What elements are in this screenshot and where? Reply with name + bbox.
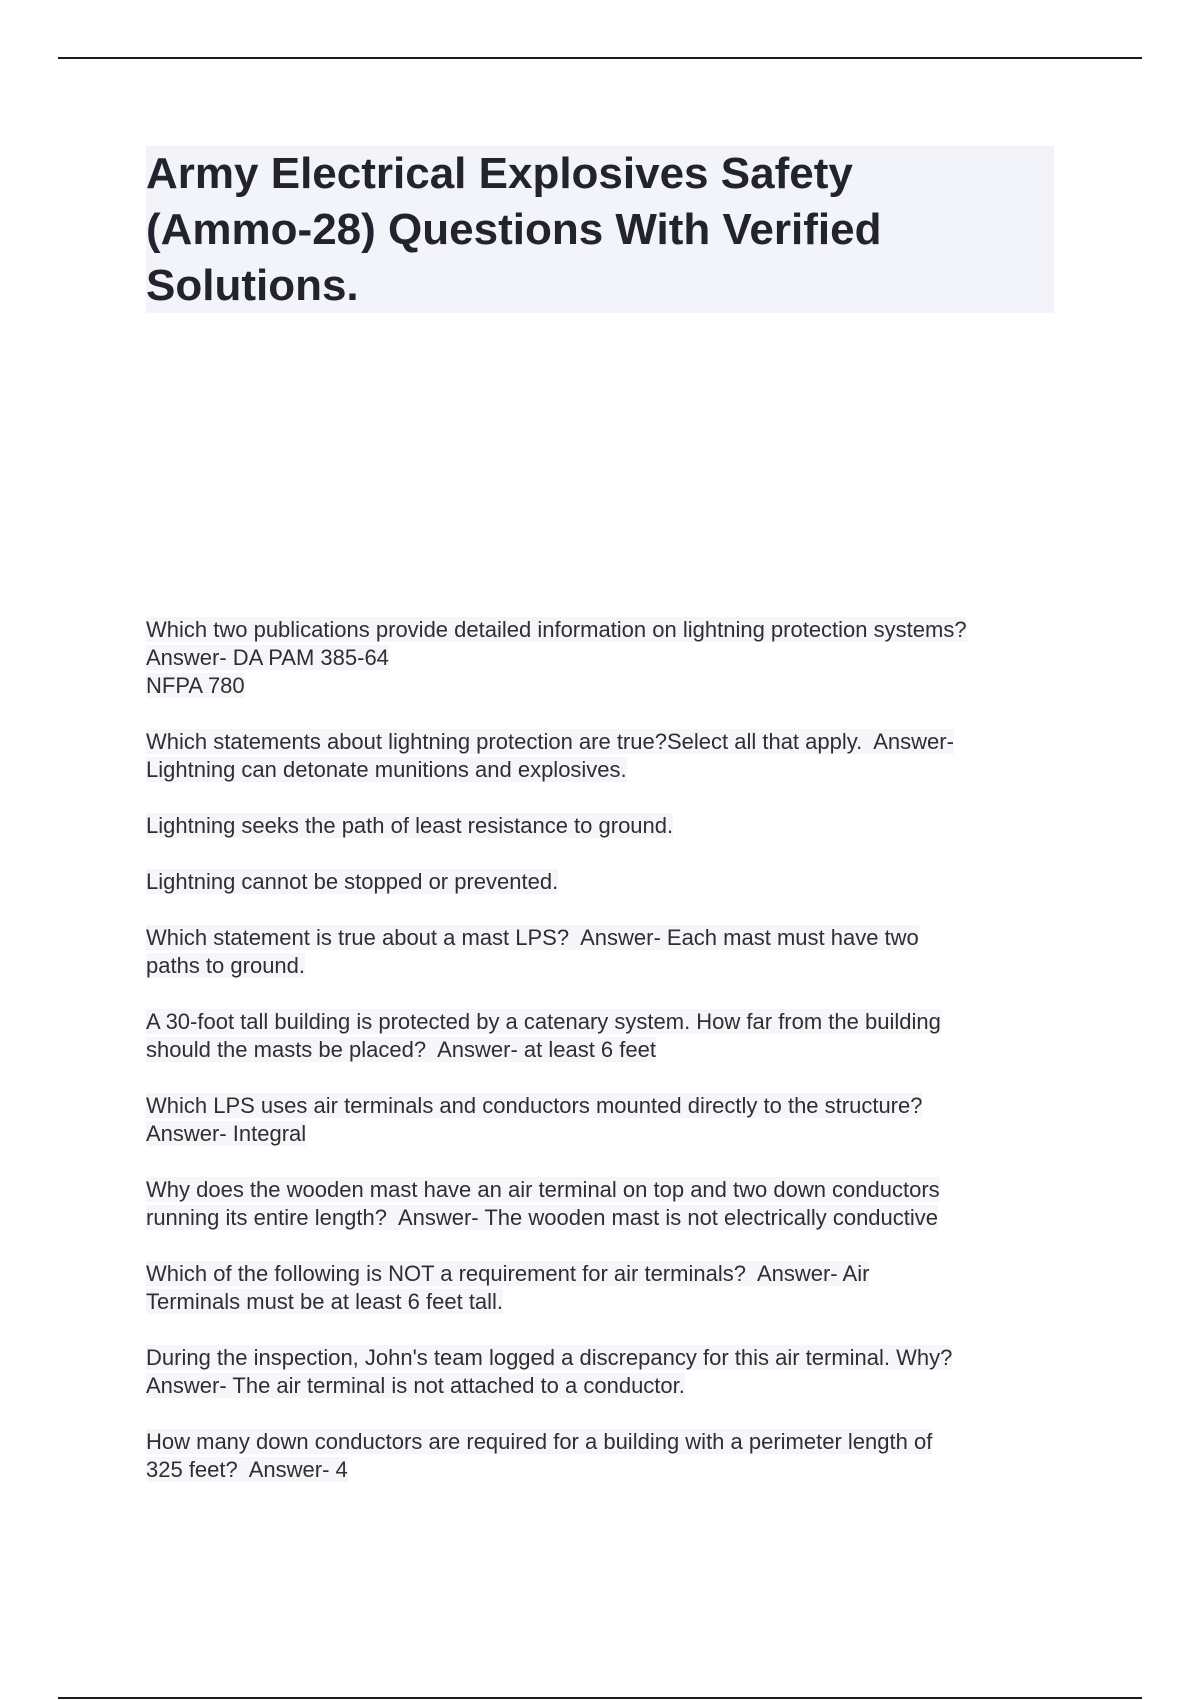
qa-line xyxy=(146,1008,1066,1036)
qa-line-text: Answer- Integral xyxy=(146,1121,307,1146)
qa-item xyxy=(146,1260,1066,1316)
title-line: Solutions. xyxy=(146,261,359,310)
title-line: Army Electrical Explosives Safety xyxy=(146,149,853,198)
title-block xyxy=(146,146,1054,313)
qa-line-text: Answer- The air terminal is not attached to a conductor. xyxy=(146,1373,685,1398)
qa-line xyxy=(146,924,1066,952)
qa-line-text: Answer- DA PAM 385-64 xyxy=(146,645,389,670)
qa-line-text: running its entire length? Answer- The wooden mast is not electrically conductive xyxy=(146,1205,939,1230)
qa-line xyxy=(146,1260,1066,1288)
qa-line-text: Which two publications provide detailed information on lightning protection systems? xyxy=(146,617,967,642)
qa-line xyxy=(146,952,1066,980)
qa-line-text: Which statement is true about a mast LPS? Answer- Each mast must have two xyxy=(146,925,919,950)
qa-line-text: Lightning seeks the path of least resistance to ground. xyxy=(146,813,674,838)
qa-line xyxy=(146,1176,1066,1204)
qa-line-text: How many down conductors are required for a building with a perimeter length of xyxy=(146,1429,933,1454)
qa-line-text: NFPA 780 xyxy=(146,673,245,698)
qa-line-text: paths to ground. xyxy=(146,953,306,978)
qa-line-text: Which statements about lightning protection are true?Select all that apply. Answer- xyxy=(146,729,954,754)
qa-line xyxy=(146,1456,1066,1484)
footer-rule xyxy=(58,1697,1142,1699)
qa-line xyxy=(146,756,1066,784)
qa-line-text: Lightning can detonate munitions and explosives. xyxy=(146,757,627,782)
qa-item xyxy=(146,924,1066,980)
header-rule xyxy=(58,57,1142,59)
qa-line xyxy=(146,1036,1066,1064)
qa-item xyxy=(146,1008,1066,1064)
qa-item xyxy=(146,1176,1066,1232)
qa-line-text: Why does the wooden mast have an air terminal on top and two down conductors xyxy=(146,1177,940,1202)
qa-item xyxy=(146,616,1066,700)
qa-line-text: A 30-foot tall building is protected by a catenary system. How far from the building xyxy=(146,1009,941,1034)
title-line: (Ammo-28) Questions With Verified xyxy=(146,205,882,254)
qa-item xyxy=(146,868,1066,896)
qa-line xyxy=(146,672,1066,700)
qa-line-text: Lightning cannot be stopped or prevented. xyxy=(146,869,559,894)
qa-item xyxy=(146,1344,1066,1400)
qa-line-text: Which LPS uses air terminals and conductors mounted directly to the structure? xyxy=(146,1093,923,1118)
qa-line xyxy=(146,1204,1066,1232)
qa-list xyxy=(146,616,1066,1512)
qa-line xyxy=(146,1120,1066,1148)
qa-line-text: During the inspection, John's team logged a discrepancy for this air terminal. Why? xyxy=(146,1345,953,1370)
qa-line-text: Which of the following is NOT a requirement for air terminals? Answer- Air xyxy=(146,1261,870,1286)
qa-item xyxy=(146,728,1066,784)
qa-line xyxy=(146,616,1066,644)
qa-line xyxy=(146,1288,1066,1316)
qa-line-text: should the masts be placed? Answer- at least 6 feet xyxy=(146,1037,656,1062)
qa-line xyxy=(146,644,1066,672)
qa-item xyxy=(146,1428,1066,1484)
qa-line xyxy=(146,868,1066,896)
qa-line-text: Terminals must be at least 6 feet tall. xyxy=(146,1289,504,1314)
qa-line xyxy=(146,812,1066,840)
qa-item xyxy=(146,812,1066,840)
qa-line xyxy=(146,1428,1066,1456)
document-title xyxy=(146,146,1054,314)
qa-line xyxy=(146,1344,1066,1372)
qa-line xyxy=(146,728,1066,756)
qa-line xyxy=(146,1372,1066,1400)
qa-line-text: 325 feet? Answer- 4 xyxy=(146,1457,348,1482)
qa-line xyxy=(146,1092,1066,1120)
qa-item xyxy=(146,1092,1066,1148)
